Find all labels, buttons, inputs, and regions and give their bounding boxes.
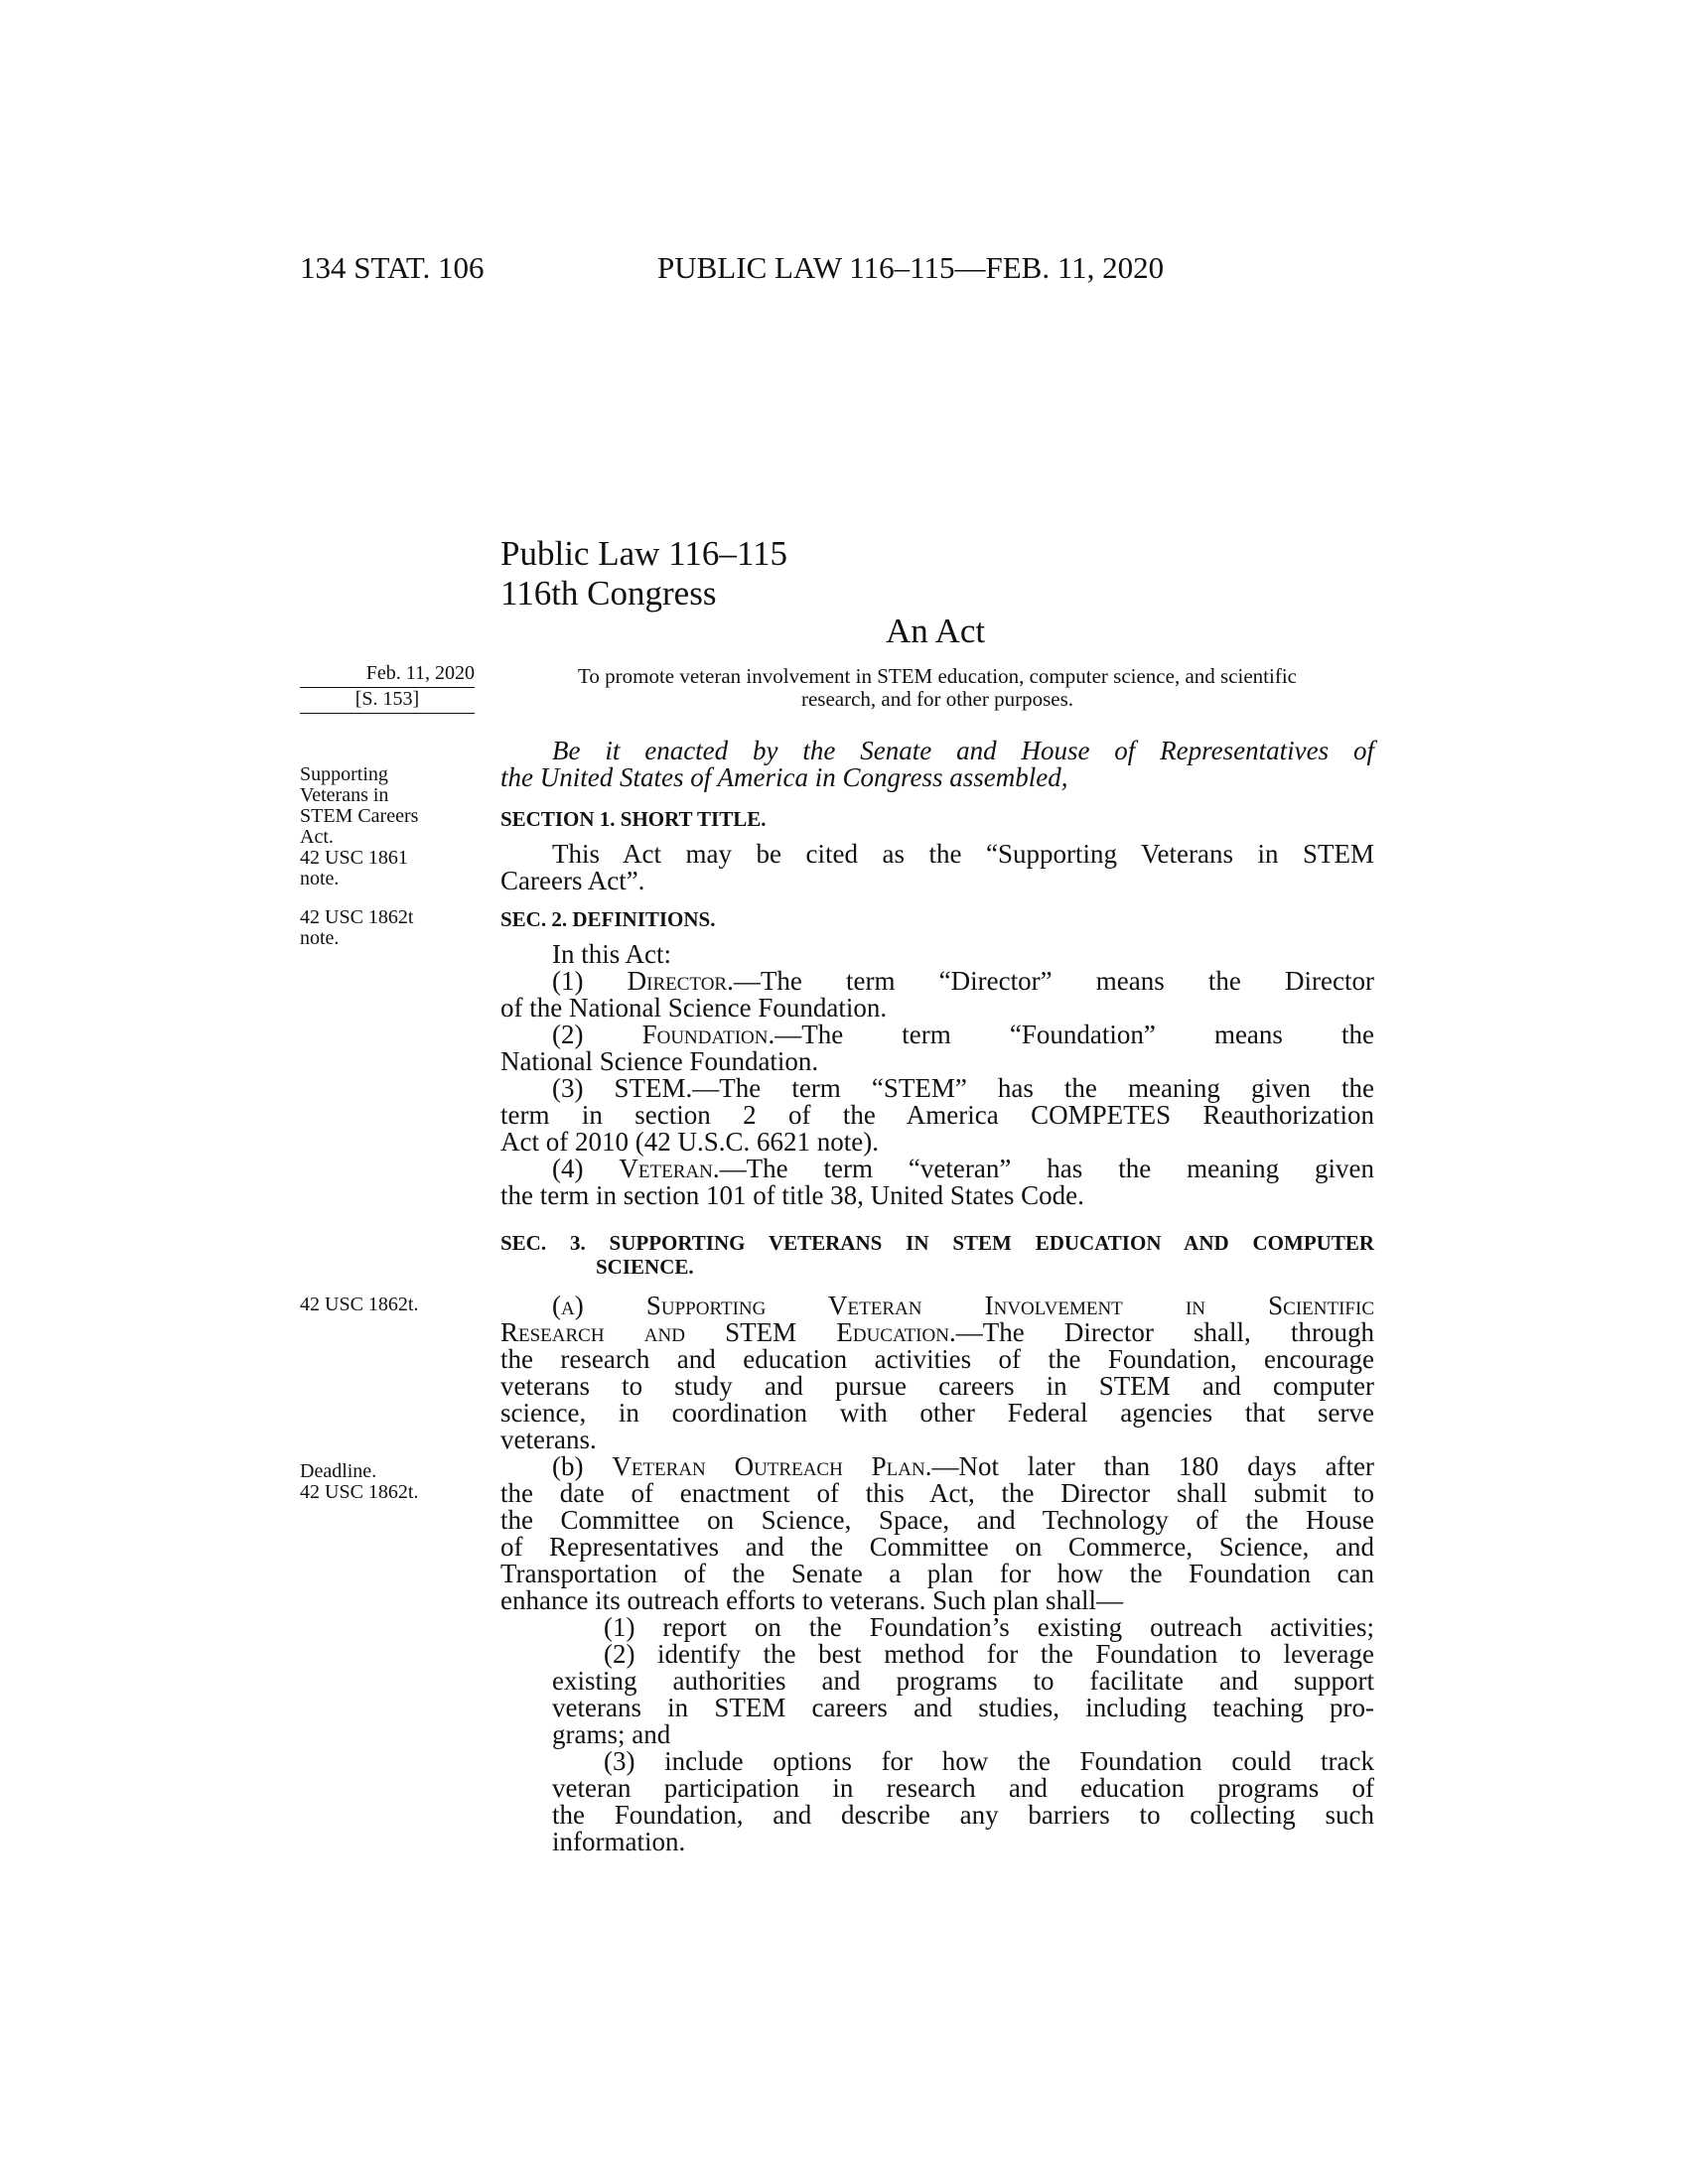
law-title-block: [500, 534, 787, 614]
plan-item-line: grams; and: [552, 1719, 671, 1749]
page-stat-citation: 134 STAT. 106: [300, 250, 485, 285]
congress-number: 116th Congress: [500, 574, 717, 613]
margin-note-line: note.: [300, 868, 340, 889]
defined-term: Veteran: [619, 1154, 713, 1183]
definitions-intro: In this Act:: [552, 939, 671, 969]
margin-sec2-note: [300, 907, 475, 949]
section-1: [500, 807, 1374, 894]
section-3b: [500, 1453, 1374, 1855]
definition-foundation: (2) Foundation.—The term “Foundation” means the: [552, 1020, 1374, 1049]
definition-line: term in section 2 of the America COMPETES Reauthorization: [500, 1100, 1374, 1130]
definition-veteran: (4) Veteran.—The term “veteran” has the meaning given: [552, 1154, 1374, 1183]
definition-line: of the National Science Foundation.: [500, 993, 888, 1023]
subsection-text-line: the research and education activities of the Foundation, encourage: [500, 1344, 1374, 1374]
plan-item-line: existing authorities and programs to facilitate and support: [552, 1666, 1374, 1696]
public-law-number: Public Law 116–115: [500, 534, 788, 573]
enacting-clause: [500, 738, 1374, 791]
margin-short-title-note: [300, 764, 475, 889]
enacting-line: Be it enacted by the Senate and House of Representatives of: [552, 736, 1374, 765]
plan-item-line: (2) identify the best method for the Foundation to leverage: [604, 1639, 1374, 1669]
section-heading-line: SEC. 3. SUPPORTING VETERANS IN STEM EDUCATION AND COMPUTER: [500, 1231, 1374, 1255]
margin-sec3b-note: [300, 1461, 475, 1503]
subsection-text-line: the date of enactment of this Act, the Director shall submit to: [500, 1478, 1374, 1508]
margin-note-line: 42 USC 1862t.: [300, 1481, 419, 1503]
purpose-line: research, and for other purposes.: [800, 687, 1074, 711]
section-2: [500, 907, 1374, 1209]
an-act-heading: An Act: [886, 612, 986, 650]
plan-item-1: [500, 1614, 1374, 1641]
subsection-text-line: of Representatives and the Committee on Commerce, Science, and: [500, 1532, 1374, 1562]
definition-line: National Science Foundation.: [500, 1046, 819, 1076]
section-3a: [500, 1293, 1374, 1453]
subsection-text-line: Research and STEM Education.—The Director shall, through: [500, 1317, 1374, 1347]
section-text-line: This Act may be cited as the “Supporting Veterans in STEM: [552, 839, 1374, 869]
enacting-line: the United States of America in Congress assembled,: [500, 762, 1068, 792]
defined-term: Foundation: [641, 1020, 769, 1049]
section-text-line: Careers Act”.: [500, 866, 645, 895]
margin-note-line: 42 USC 1861: [300, 847, 408, 869]
definition-line: the term in section 101 of title 38, United States Code.: [500, 1180, 1084, 1210]
margin-note-line: Supporting: [300, 763, 388, 785]
purpose-line: To promote veteran involvement in STEM education, computer science, and scientific: [578, 664, 1297, 688]
subsection-text-line: Transportation of the Senate a plan for how the Foundation can: [500, 1559, 1374, 1588]
margin-note-line: Deadline.: [300, 1460, 377, 1482]
subsection-text-line: veterans to study and pursue careers in STEM and computer: [500, 1371, 1374, 1401]
plan-item-3: [500, 1748, 1374, 1855]
subsection-text-line: the Committee on Science, Space, and Technology of the House: [500, 1505, 1374, 1535]
plan-item-line: veteran participation in research and education programs of: [552, 1773, 1374, 1803]
margin-note-line: note.: [300, 927, 340, 949]
margin-note-line: 42 USC 1862t: [300, 906, 414, 928]
section-3-heading: [500, 1231, 1374, 1279]
plan-item-line: (1) report on the Foundation’s existing outreach activities;: [604, 1612, 1374, 1642]
defined-term: Director: [627, 966, 728, 996]
definition-stem: (3) STEM.—The term “STEM” has the meaning given the: [552, 1073, 1374, 1103]
margin-date: Feb. 11, 2020: [300, 663, 475, 688]
plan-item-line: information.: [552, 1827, 686, 1856]
section-heading-line: SCIENCE.: [596, 1255, 694, 1279]
plan-item-line: veterans in STEM careers and studies, including teaching pro-: [552, 1693, 1374, 1722]
plan-item-line: (3) include options for how the Foundation could track: [604, 1746, 1374, 1776]
section-heading: SECTION 1. SHORT TITLE.: [500, 807, 767, 831]
definition-director: (1) Director.—The term “Director” means the Director: [552, 966, 1374, 996]
margin-note-line: Veterans in: [300, 784, 389, 806]
definition-line: Act of 2010 (42 U.S.C. 6621 note).: [500, 1127, 879, 1157]
subsection-text-line: enhance its outreach efforts to veterans. Such plan shall—: [500, 1585, 1124, 1615]
running-header-law: PUBLIC LAW 116–115—FEB. 11, 2020: [657, 250, 1165, 285]
act-purpose: [500, 665, 1374, 711]
margin-bill-number: [S. 153]: [300, 689, 475, 714]
section-heading: SEC. 2. DEFINITIONS.: [500, 907, 716, 931]
margin-note-line: Act.: [300, 826, 334, 848]
margin-sec3a-note: 42 USC 1862t.: [300, 1294, 419, 1315]
plan-item-2: [500, 1641, 1374, 1748]
plan-item-line: the Foundation, and describe any barriers to collecting such: [552, 1800, 1374, 1830]
subsection-term: Veteran Outreach Plan: [612, 1451, 925, 1481]
subsection-text-line: science, in coordination with other Federal agencies that serve: [500, 1398, 1374, 1428]
subsection-text-line: veterans.: [500, 1425, 597, 1454]
subsection-text-line: (b) Veteran Outreach Plan.—Not later than 180 days after: [552, 1451, 1375, 1481]
subsection-text-line: (a) Supporting Veteran Involvement in Scientific: [552, 1291, 1374, 1320]
margin-note-line: STEM Careers: [300, 805, 419, 827]
